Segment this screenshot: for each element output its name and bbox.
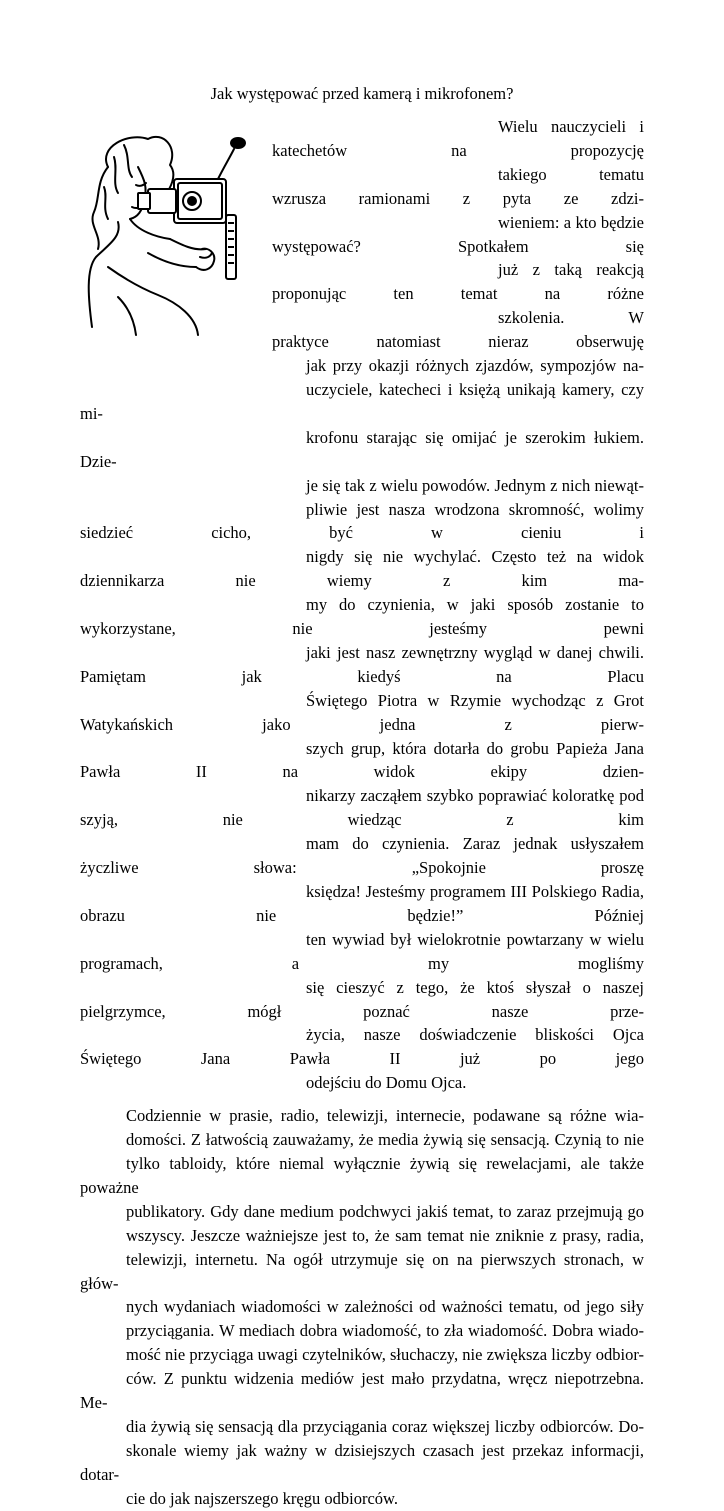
text-line: tylko tabloidy, które niemal wyłącznie żywią się rewelacjami, ale także poważne [80, 1153, 644, 1197]
text-line: się cieszyć z tego, że ktoś słyszał o naszej pielgrzymce, mógł poznać nasze prze- [80, 977, 644, 1021]
text-line: ten wywiad był wielokrotnie powtarzany w wielu programach, a my mogliśmy [80, 929, 644, 973]
text-line: skonale wiemy jak ważny w dzisiejszych czasach jest przekaz informacji, dotar- [80, 1440, 644, 1484]
text-line: je się tak z wielu powodów. Jednym z nich niewąt- [306, 475, 644, 495]
text-line: mość nie przyciąga uwagi czytelników, słuchaczy, nie zwiększa liczby odbior- [126, 1345, 644, 1365]
text-line: uczyciele, katecheci i księżą unikają kamery, czy mi- [80, 379, 644, 423]
woman-with-camera-illustration [78, 127, 266, 337]
text-line: domości. Z łatwością zauważamy, że media żywią się sensacją. Czynią to nie [126, 1130, 644, 1150]
text-line: nigdy się nie wychylać. Często też na widok dziennikarza nie wiemy z kim ma- [80, 547, 644, 591]
text-line: wieniem: a kto będzie występować? Spotkałem się [272, 212, 644, 256]
page-title: Jak występować przed kamerą i mikrofonem? [210, 84, 514, 103]
text-line: jak przy okazji różnych zjazdów, sympozjów na- [306, 356, 644, 376]
text-line: życia, nasze doświadczenie bliskości Ojca Świętego Jana Pawła II już po jego [80, 1025, 644, 1069]
text-line: Wielu nauczycieli i katechetów na propozycję [272, 117, 644, 160]
text-line: jaki jest nasz zewnętrzny wygląd w danej chwili. Pamiętam jak kiedyś na Placu [80, 642, 644, 686]
text-line: wszyscy. Jeszcze ważniejsze jest to, że sam temat nie zniknie z prasy, radia, [126, 1225, 644, 1245]
text-line: księdza! Jesteśmy programem III Polskiego Radia, obrazu nie będzie!” Później [80, 882, 644, 925]
text-line: ców. Z punktu widzenia mediów jest mało przydatna, wręcz niepotrzebna. Me- [80, 1369, 644, 1413]
text-line: mam do czynienia. Zaraz jednak usłyszałem życzliwe słowa: „Spokojnie proszę [80, 834, 644, 878]
text-line: przyciągania. W mediach dobra wiadomość, to zła wiadomość. Dobra wiado- [126, 1321, 644, 1341]
text-line: dia żywią się sensacją dla przyciągania coraz większej liczby odbiorców. Do- [126, 1416, 644, 1436]
text-line: krofonu starając się omijać je szerokim łukiem. Dzie- [80, 427, 644, 471]
text-line: my do czynienia, w jaki sposób zostanie to wykorzystane, nie jesteśmy pewni [80, 595, 644, 639]
text-line: nych wydaniach wiadomości w zależności od ważności tematu, od jego siły [126, 1297, 644, 1317]
text-line: pliwie jest nasza wrodzona skromność, wolimy siedzieć cicho, być w cieniu i [80, 499, 644, 543]
text-line: szych grup, która dotarła do grobu Papieża Jana Pawła II na widok ekipy dzien- [80, 738, 644, 782]
text-line: szkolenia. W praktyce natomiast nieraz obserwuję [272, 308, 644, 352]
text-line: Codziennie w prasie, radio, telewizji, internecie, podawane są różne wia- [126, 1106, 644, 1126]
text-line: cie do jak najszerszego kręgu odbiorców. [126, 1488, 398, 1508]
text-line: publikatory. Gdy dane medium podchwyci jakiś temat, to zaraz przejmują go [126, 1201, 644, 1221]
text-line: odejściu do Domu Ojca. [306, 1073, 467, 1093]
paragraph-2 [80, 1104, 644, 1510]
text-line: takiego tematu wzrusza ramionami z pyta ze zdzi- [272, 164, 644, 208]
text-line: Świętego Piotra w Rzymie wychodząc z Grot Watykańskich jako jedna z pierw- [80, 690, 644, 734]
text-line: już z taką reakcją proponując ten temat na różne [272, 260, 644, 304]
article-body [80, 115, 644, 1511]
text-line: nikarzy zacząłem szybko poprawiać koloratkę pod szyją, nie wiedząc z kim [80, 786, 644, 830]
text-line: telewizji, internetu. Na ogół utrzymuje się on na pierwszych stronach, w głów- [80, 1249, 644, 1293]
